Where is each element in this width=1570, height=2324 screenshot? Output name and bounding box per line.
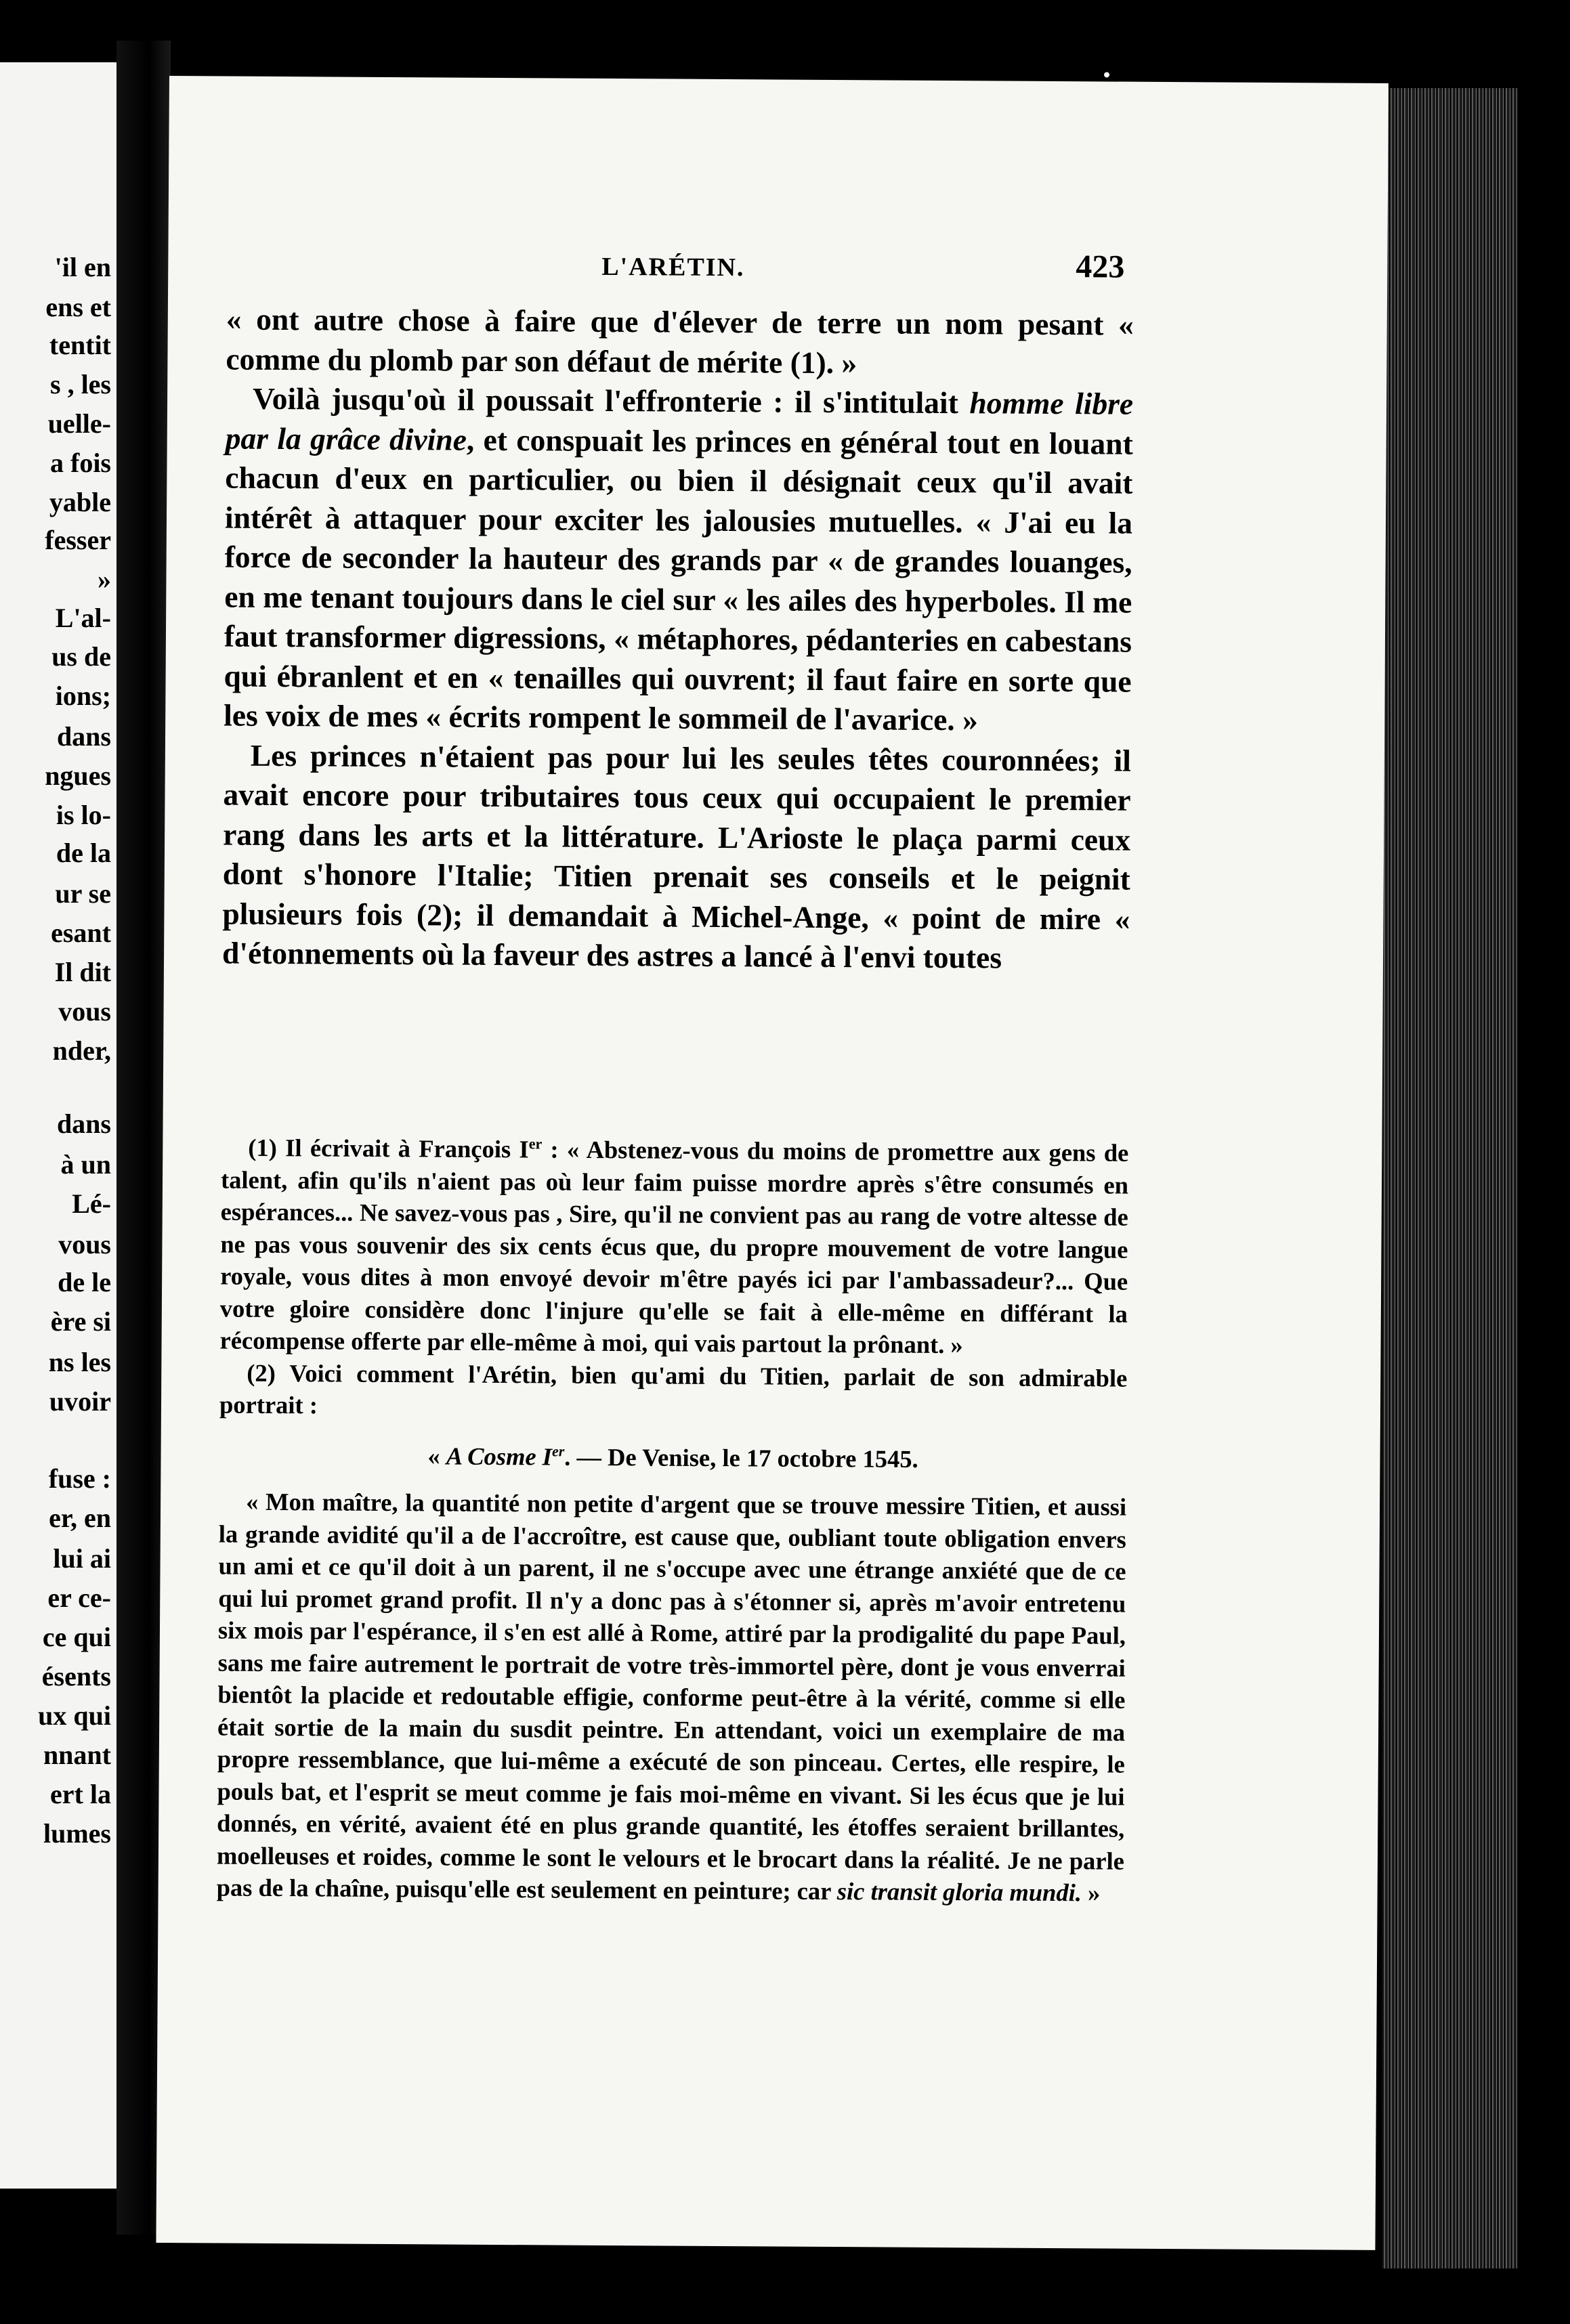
dateline-sup: er (551, 1442, 565, 1460)
left-page-fragment: uelle- (47, 408, 111, 439)
left-facing-page (0, 62, 116, 2189)
paragraph-2-text-a: Voilà jusqu'où il poussait l'effronterie : il s'intitulait (252, 381, 970, 421)
letter-text (217, 1486, 1127, 1910)
dateline-rest: . — De Venise, le 17 octobre 1545. (564, 1442, 918, 1473)
left-page-fragment: L'al- (55, 603, 111, 633)
left-page-fragment: de le (58, 1267, 111, 1297)
left-page-fragment: nnant (43, 1740, 111, 1770)
left-page-fragment: ère si (50, 1306, 111, 1337)
paragraph-2-text-b: , et conspuait les princes en général tout en louant chacun d'eux en particulier, ou bien il désignait ceux qu'il avait intérêt à attaquer pour exciter les jalousies mutuelles. « J'ai eu la force de seconder la hauteur des grands par « de grandes louanges, en me tenant toujours dans le ciel sur « les ailes des hyperboles. Il me faut transformer digressions, « métaphores, pédanteries en cabestans qui ébranlent et en « tenailles qui ouvrent; il faut faire en sorte que les voix de mes « écrits rompent le sommeil de l'avarice. » (224, 422, 1133, 737)
dateline-recipient (446, 1442, 565, 1470)
left-page-fragment: Il dit (54, 957, 111, 987)
footnote-1-sup: er (528, 1135, 543, 1153)
letter-text-a: « Mon maître, la quantité non petite d'argent que se trouve messire Titien, et aussi la grande avidité qu'il a de l'accroître, est cause que, oubliant toute obligation envers un ami et ce qu'il doit à un parent, il ne s'occupe avec une étrange anxiété que de ce qui lui promet grand profit. Il n'y a donc pas à s'étonner si, après m'avoir entretenu six mois par l'espérance, il s'en est allé à Rome, attiré par la prodigalité du pape Paul, sans me faire autrement le portrait de votre très-immortel père, dont je vous enverrai bientôt la placide et redoutable effigie, conforme peut-être à la vérité, comme si elle était sortie de la main du susdit peintre. En attendant, voici un exemplaire de ma propre ressemblance, que lui-même a exécuté de son pinceau. Certes, elle respire, le pouls bat, et l'esprit se meut comme je fais moi-même en vivant. Si les écus que je lui donnés, en vérité, avaient été en plus grande quantité, les étoffes seraient brillantes, moelleuses et roides, comme le sont le velours et le brocart dans la réalité. Je ne parle pas de la chaîne, puisqu'elle est seulement en peinture; car (216, 1488, 1127, 1906)
left-page-fragment: er ce- (47, 1583, 111, 1613)
letter-italic: sic transit gloria mundi. (836, 1877, 1082, 1907)
paragraph-2 (224, 379, 1133, 741)
left-page-fragment: ens et (45, 292, 111, 322)
footnote-2: (2) Voici comment l'Arétin, bien qu'ami du Titien, parlait de son admirable portrait : (219, 1358, 1128, 1419)
body-text (222, 300, 1134, 979)
footnote-1-text-b: : « Abstenez-vous du moins de promettre aux gens de talent, afin qu'ils n'aient pas où leur faim puisse mordre après s'être consumés en espérances... Ne savez-vous pas , Sire, qu'il ne convient pas au rang de votre altesse de ne pas vous souvenir des six cents écus que, du propre mouvement de votre langue royale, vous dites à mon envoyé devoir m'être payés ici par l'ambassadeur?... Que votre gloire considère donc l'injure qu'elle se fait à elle-même en différant la récompense offerte par elle-même à moi, qui vais partout la prônant. » (219, 1135, 1129, 1359)
speck (1104, 72, 1109, 77)
left-page-fragment: fuse : (48, 1463, 111, 1494)
left-page-fragment: ur se (55, 878, 111, 909)
left-page-fragment: ux qui (38, 1700, 111, 1731)
left-page-fragment: tentit (49, 330, 111, 360)
left-page-fragment: Lé- (72, 1188, 111, 1219)
letter-text-b: » (1081, 1878, 1101, 1907)
paragraph-1: « ont autre chose à faire que d'élever de terre un nom pesant « comme du plomb par son défaut de mérite (1). » (226, 301, 1134, 380)
left-page-fragment: a fois (50, 448, 111, 478)
page-number: 423 (1076, 249, 1125, 285)
left-page-fragment: vous (58, 996, 111, 1027)
left-page-fragment: er, en (49, 1503, 111, 1533)
left-page-fragment: s , les (50, 369, 111, 400)
left-page-fragment: us de (51, 641, 111, 672)
left-page-fragment: ngues (45, 760, 111, 791)
dateline-open: « (427, 1442, 446, 1470)
left-page-fragment: de la (56, 838, 111, 868)
footnotes (217, 1125, 1129, 1909)
dateline-italic: A Cosme I (446, 1442, 553, 1471)
letter-dateline (219, 1433, 1126, 1476)
page-header (168, 249, 1387, 297)
main-page (156, 76, 1388, 2250)
left-page-fragment: esant (51, 918, 111, 948)
left-page-fragment: dans (56, 721, 111, 752)
left-page-fragment: ce qui (42, 1622, 111, 1652)
left-page-fragment: » (98, 564, 111, 595)
left-page-fragment: vous (58, 1229, 111, 1260)
paragraph-2-italic: homme libre par la grâce divine (225, 385, 1134, 457)
left-page-fragment: nder, (52, 1035, 111, 1066)
left-page-fragment: lumes (43, 1818, 111, 1849)
left-page-fragment: ert la (50, 1779, 111, 1809)
footnote-1 (219, 1125, 1128, 1362)
left-page-fragment: ns les (48, 1347, 111, 1377)
left-page-fragment: à un (60, 1149, 111, 1180)
left-page-fragment: yable (49, 487, 111, 517)
footnote-1-text-a: (1) Il écrivait à François I (248, 1133, 529, 1163)
left-page-fragment: ions; (55, 681, 111, 711)
left-page-fragment: is lo- (56, 800, 111, 830)
paragraph-3: Les princes n'étaient pas pour lui les seules têtes couronnées; il avait encore pour tributaires tous ceux qui occupaient le premier rang dans les arts et la littérature. L'Arioste le plaça parmi ceux dont s'honore l'Italie; Titien prenait ses conseils et le peignit plusieurs fois (2); il demandait à Michel-Ange, « point de mire « d'étonnements où la faveur des astres a lancé à l'envi toutes (221, 737, 1132, 975)
right-border (1517, 0, 1570, 2324)
left-page-fragment: 'il en (54, 252, 111, 282)
running-title: L'ARÉTIN. (601, 252, 745, 282)
left-page-fragment: dans (56, 1109, 111, 1139)
page-edges (1382, 88, 1517, 2268)
left-page-fragment: uvoir (49, 1386, 111, 1417)
left-page-fragment: fesser (45, 525, 111, 555)
left-page-fragment: ésents (41, 1661, 111, 1692)
left-page-fragment: lui ai (53, 1543, 111, 1574)
